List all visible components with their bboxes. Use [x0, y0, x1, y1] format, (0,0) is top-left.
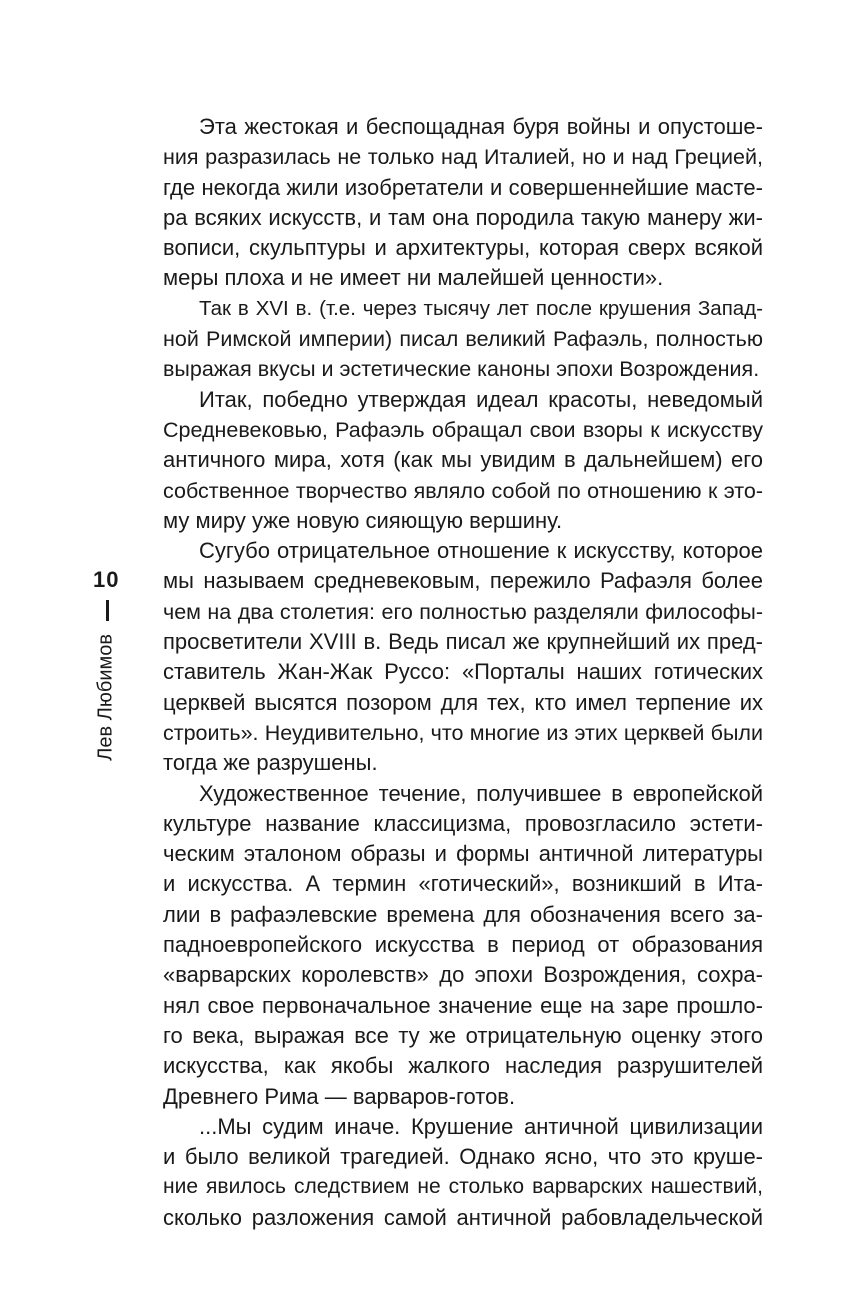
text-line: ния разразилась не только над Италией, но и над Грецией, — [163, 145, 763, 170]
text-line: Средневековью, Рафаэль обращал свои взоры к искусству — [163, 417, 763, 442]
text-line: собственное творчество являло собой по отношению к это- — [163, 478, 763, 503]
text-line: мы называем средневековым, пережило Рафаэля более — [163, 568, 763, 594]
text-line: падноевропейского искусства в период от образования — [163, 932, 763, 958]
text-line: Сугубо отрицательное отношение к искусству, которое — [199, 538, 763, 564]
text-line: вописи, скульптуры и архитектуры, которая сверх всякой — [163, 235, 763, 261]
text-line: культуре название классицизма, провозгласило эстети- — [163, 810, 763, 836]
text-line: Древнего Рима — варваров-готов. — [163, 1083, 516, 1109]
text-line: ра всяких искусств, и там она породила такую манеру жи- — [163, 204, 763, 230]
body-text — [163, 112, 763, 1233]
text-line: сколько разложения самой античной рабовладельческой — [163, 1204, 763, 1230]
text-line: церквей высятся позором для тех, кто имел терпение их — [163, 689, 763, 715]
text-line: тогда же разрушены. — [163, 750, 378, 776]
text-line: лии в рафаэлевские времена для обозначения всего за- — [163, 901, 763, 927]
text-line: ние явилось следствием не столько варварских нашествий, — [163, 1175, 763, 1199]
text-line: античного мира, хотя (как мы увидим в дальнейшем) его — [163, 447, 763, 473]
text-line: ставитель Жан-Жак Руссо: «Порталы наших готических — [163, 659, 763, 685]
text-line: и было великой трагедией. Однако ясно, что это круше- — [163, 1144, 763, 1170]
page-number: 10 — [93, 567, 120, 592]
text-line: и искусства. А термин «готический», возникший в Ита- — [163, 871, 763, 897]
margin-divider — [106, 600, 109, 621]
running-head-author: Лев Любимов — [94, 634, 117, 761]
text-line: Эта жестокая и беспощадная буря войны и опустоше- — [199, 114, 763, 139]
text-line: чем на два столетия: его полностью разделяли философы- — [163, 599, 763, 624]
text-line: искусства, как якобы жалкого наследия разрушителей — [163, 1053, 763, 1079]
text-line: Итак, победно утверждая идеал красоты, неведомый — [199, 386, 763, 412]
text-line: где некогда жили изобретатели и совершеннейшие масте- — [163, 174, 763, 200]
text-line: Художественное течение, получившее в европейской — [199, 780, 763, 806]
text-line: строить». Неудивительно, что многие из этих церквей были — [163, 720, 763, 745]
text-line: го века, выражая все ту же отрицательную оценку этого — [163, 1022, 763, 1048]
text-line: ческим эталоном образы и формы античной литературы — [163, 841, 763, 867]
text-line: «варварских королевств» до эпохи Возрождения, сохра- — [163, 962, 763, 988]
text-line: меры плоха и не имеет ни малейшей ценности». — [163, 265, 664, 291]
text-line: Так в XVI в. (т.е. через тысячу лет после крушения Запад- — [199, 296, 763, 320]
text-line: просветители XVIII в. Ведь писал же крупнейший их пред- — [163, 629, 763, 655]
text-line: му миру уже новую сияющую вершину. — [163, 507, 563, 533]
text-line: нял свое первоначальное значение еще на заре прошло- — [163, 992, 763, 1018]
text-line: ...Мы судим иначе. Крушение античной цивилизации — [199, 1113, 763, 1139]
text-line: выражая вкусы и эстетические каноны эпохи Возрождения. — [163, 357, 760, 382]
text-line: ной Римской империи) писал великий Рафаэль, полностью — [163, 327, 763, 352]
